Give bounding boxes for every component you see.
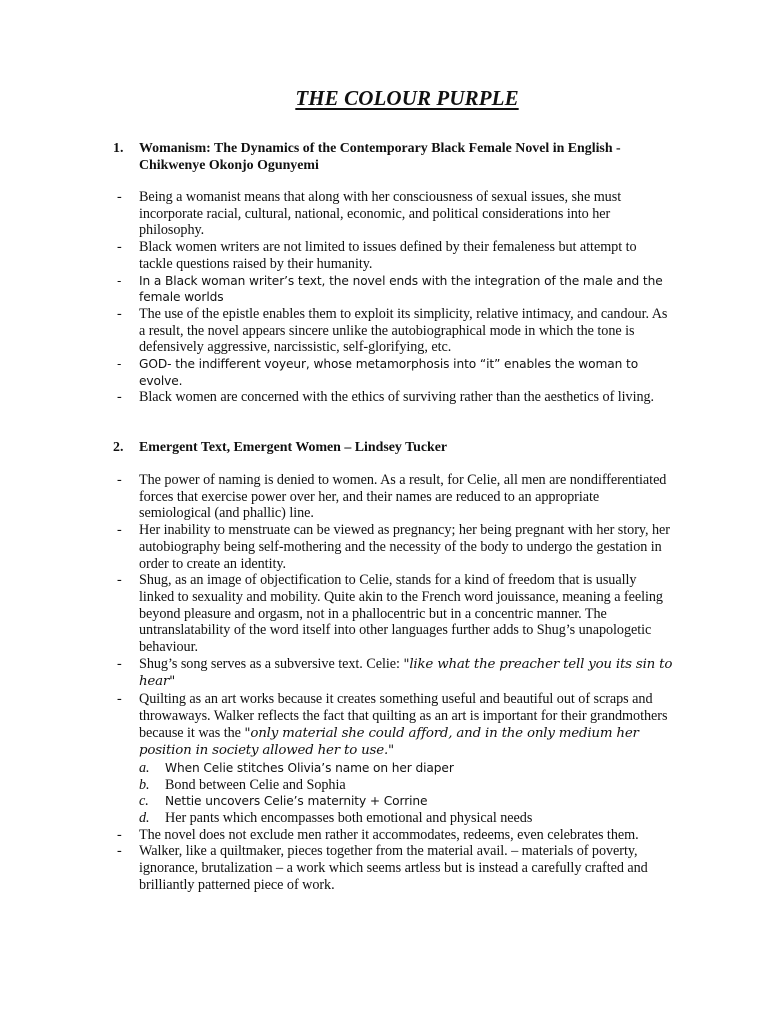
list-item: [113, 691, 673, 827]
sub-list-text: Her pants which encompasses both emotional and physical needs: [165, 810, 533, 827]
list-item-text: Walker, like a quiltmaker, pieces together from the material avail. – materials of poverty, ignorance, brutalization – a work which seems artless but is instead a carefully crafted and brilliantly patterned piece of work.: [139, 843, 648, 893]
section-heading-text: Womanism: The Dynamics of the Contemporary Black Female Novel in English - Chikwenye Okonjo Ogunyemi: [139, 141, 621, 173]
list-item-text: Black women are concerned with the ethics of surviving rather than the aesthetics of living.: [139, 389, 655, 406]
bullet-marker: -: [117, 826, 122, 843]
section-heading-text: Emergent Text, Emergent Women – Lindsey Tucker: [139, 440, 448, 455]
list-item-text: Quilting as an art works because it creates something useful and beautiful out of scraps and throwaways. Walker reflects the fact that quilting as an art is important for their grandmothers because it was the: [139, 691, 668, 741]
list-item-text: In a Black woman writer’s text, the novel ends with the integration of the male and the female worlds: [139, 273, 663, 305]
section-heading-1: [113, 140, 653, 174]
list-item: [113, 306, 673, 356]
sub-list-letter: a.: [139, 759, 150, 776]
bullet-marker: -: [117, 357, 122, 372]
list-item-text: The power of naming is denied to women. As a result, for Celie, all men are nondifferentiated forces that exercise power over her, and their names are reduced to an appropriate semiological (and phallic) line.: [139, 472, 667, 522]
sub-list-item: [139, 777, 673, 794]
section-1-bullet-list: [113, 189, 673, 406]
list-item-text: Being a womanist means that along with her consciousness of sexual issues, she must incorporate racial, cultural, national, economic, and political considerations into her philosophy.: [139, 189, 622, 239]
list-item-text: Shug’s song serves as a subversive text. Celie:: [139, 655, 400, 672]
bullet-marker: -: [117, 305, 122, 322]
quilt-example-list: [139, 760, 673, 827]
bullet-marker: -: [117, 691, 122, 708]
list-item-text: The novel does not exclude men rather it accommodates, redeems, even celebrates them.: [139, 826, 639, 843]
bullet-marker: -: [117, 655, 122, 672]
list-item: [113, 522, 673, 572]
sub-list-letter: c.: [139, 793, 149, 810]
quote-text: "only material she could afford, and in the only medium her position in society allowed her to use.": [139, 725, 639, 759]
list-item-text: GOD- the indifferent voyeur, whose metamorphosis into “it” enables the woman to evolve.: [139, 357, 639, 388]
list-item: [113, 273, 673, 306]
bullet-marker: -: [117, 472, 122, 488]
bullet-marker: -: [117, 189, 122, 205]
bullet-marker: -: [117, 572, 122, 589]
list-item: [113, 827, 673, 844]
list-item-text: Black women writers are not limited to issues defined by their femaleness but attempt to tackle questions raised by their humanity.: [139, 239, 637, 272]
sub-list-item: [139, 810, 673, 827]
list-item: [113, 843, 673, 893]
quote-text: "like what the preacher tell you its sin to hear": [139, 656, 673, 690]
sub-list-item: [139, 793, 673, 810]
list-item: [113, 389, 673, 406]
bullet-marker: -: [117, 843, 122, 860]
list-item: [113, 189, 673, 239]
page-title: THE COLOUR PURPLE: [295, 86, 519, 110]
section-heading-2: [113, 439, 653, 456]
list-item-text: Shug, as an image of objectification to Celie, stands for a kind of freedom that is usually linked to sexuality and mobility. Quite akin to the French word jouissance, meaning a feeling beyond pleasure and orgasm, not in a phallocentric but in a concentric manner. The untranslatability of the word itself into other languages further adds to Shug’s unapologetic behaviour.: [139, 572, 663, 656]
section-number: 1.: [113, 141, 124, 156]
list-item: [113, 239, 673, 272]
bullet-marker: -: [117, 522, 122, 539]
list-item: [113, 572, 673, 656]
section-number: 2.: [113, 440, 124, 455]
bullet-marker: -: [117, 389, 122, 406]
section-2-bullet-list: [113, 472, 673, 894]
bullet-marker: -: [117, 273, 122, 288]
list-item: [113, 656, 673, 691]
bullet-marker: -: [117, 239, 122, 256]
sub-list-text: Nettie uncovers Celie’s maternity + Corrine: [165, 794, 428, 809]
list-item-text: The use of the epistle enables them to exploit its simplicity, relative intimacy, and candour. As a result, the novel appears sincere unlike the autobiographical mode in which the tone is defensively aggressive, narcissistic, self-glorifying, etc.: [139, 305, 668, 356]
sub-list-text: Bond between Celie and Sophia: [165, 776, 346, 793]
sub-list-text: When Celie stitches Olivia’s name on her diaper: [165, 760, 454, 775]
sub-list-letter: b.: [139, 776, 150, 793]
list-item: [113, 356, 673, 389]
list-item: [113, 472, 673, 522]
sub-list-letter: d.: [139, 810, 150, 827]
sub-list-item: [139, 760, 673, 777]
list-item-text: Her inability to menstruate can be viewed as pregnancy; her being pregnant with her story, her autobiography being self-mothering and the necessity of the body to undergo the gestation in order to create an identity.: [139, 522, 670, 572]
